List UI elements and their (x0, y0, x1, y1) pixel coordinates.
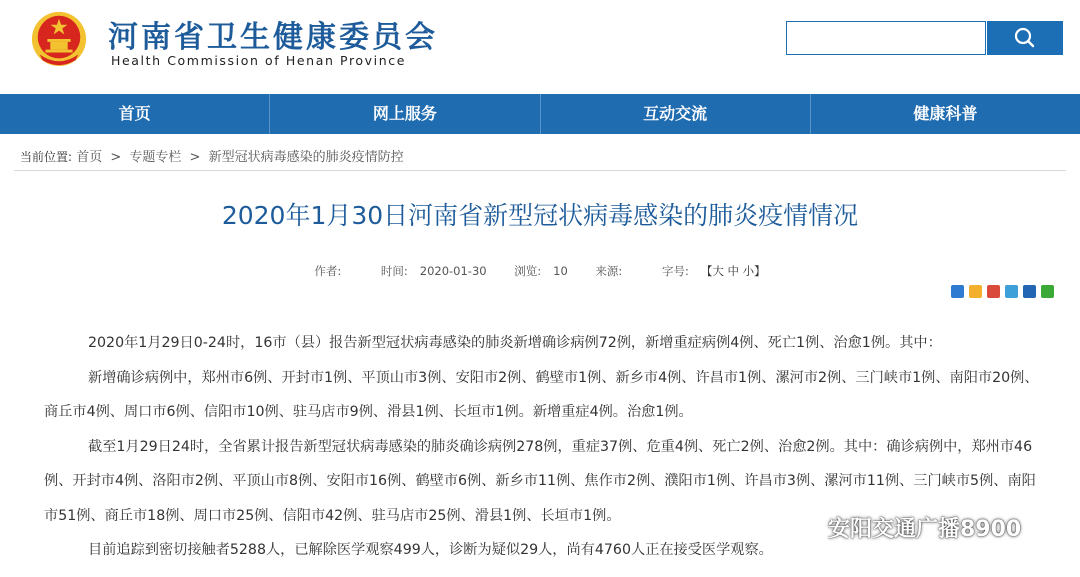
nav-item-online-services[interactable]: 网上服务 (270, 94, 540, 134)
watermark-text: 安阳交通广播8900 (828, 517, 1022, 542)
breadcrumb-topics-link[interactable]: 专题专栏 (129, 150, 182, 165)
nav-item-home[interactable]: 首页 (0, 94, 270, 134)
source-field (589, 264, 640, 278)
article-paragraph: 截至1月29日24时，全省累计报告新型冠状病毒感染的肺炎确诊病例278例，重症37例、危重4例、死亡2例、治愈2例。其中：确诊病例中，郑州市46例、开封市4例、洛阳市2例、平顶山市8例、安阳市16例、鹤壁市6例、新乡市11例、焦作市2例、濮阳市1例、许昌市3例、漯河市11例、三门峡市5例、南阳市51例、商丘市18例、周口市25例、信阳市42例、驻马店市25例、滑县1例、长垣市1例。 (44, 438, 1036, 524)
article-paragraph: 目前追踪到密切接触者5288人，已解除医学观察499人，诊断为疑似29人，尚有4760人正在接受医学观察。 (88, 542, 773, 558)
watermark (788, 512, 1021, 543)
breadcrumb-separator: > (189, 150, 201, 165)
font-size-selector[interactable]: 【大 中 小】 (700, 264, 766, 278)
article-title: 2020年1月30日河南省新型冠状病毒感染的肺炎疫情情况 (221, 201, 859, 230)
nav-item-health-education[interactable]: 健康科普 (913, 104, 978, 123)
nav-item-interaction[interactable]: 互动交流 (541, 94, 811, 134)
time-value: 2020-01-30 (419, 264, 487, 278)
author-field (308, 264, 359, 278)
search-input[interactable] (786, 21, 986, 55)
site-title[interactable]: 河南省卫生健康委员会 (108, 20, 438, 55)
font-size-label: 字号: (661, 264, 689, 278)
qq-weibo-icon[interactable] (1005, 285, 1018, 298)
site-header (0, 0, 1080, 94)
breadcrumb-home-link[interactable]: 首页 (76, 150, 103, 165)
source-label: 来源: (595, 264, 623, 278)
search-icon (987, 21, 1063, 55)
article-paragraph: 新增确诊病例中，郑州市6例、开封市1例、平顶山市3例、安阳市2例、鹤壁市1例、新乡市4例、许昌市1例、漯河市2例、三门峡市1例、南阳市20例、商丘市4例、周口市6例、信阳市10例、驻马店市9例、滑县1例、长垣市1例。新增重症4例。治愈1例。 (44, 369, 1039, 420)
views-field (508, 264, 574, 278)
qzone-icon[interactable] (969, 285, 982, 298)
search-button[interactable] (987, 21, 1063, 55)
article-paragraph: 2020年1月29日0-24时，16市（县）报告新型冠状病毒感染的肺炎新增确诊病例72例，新增重症病例4例、死亡1例、治愈1例。其中： (88, 335, 942, 351)
site-subtitle: Health Commission of Henan Province (111, 53, 407, 68)
breadcrumb-epidemic-link[interactable]: 新型冠状病毒感染的肺炎疫情防控 (208, 150, 404, 165)
share-bar (951, 285, 1054, 298)
views-value: 10 (553, 264, 568, 278)
wechat-bubble-icon (788, 514, 822, 542)
breadcrumb-label: 当前位置: (20, 150, 73, 164)
breadcrumb (20, 146, 404, 165)
time-field (375, 264, 493, 278)
main-nav (0, 94, 1080, 134)
renren-icon[interactable] (1023, 285, 1036, 298)
share-plus-icon[interactable] (951, 285, 964, 298)
divider (14, 170, 1066, 171)
national-emblem-icon (30, 10, 88, 68)
views-label: 浏览: (514, 264, 542, 278)
wechat-icon[interactable] (1041, 285, 1054, 298)
author-label: 作者: (314, 264, 342, 278)
weibo-icon[interactable] (987, 285, 1000, 298)
time-label: 时间: (380, 264, 408, 278)
article-meta (0, 263, 1080, 279)
breadcrumb-separator: > (110, 150, 122, 165)
font-size-field (656, 264, 772, 278)
